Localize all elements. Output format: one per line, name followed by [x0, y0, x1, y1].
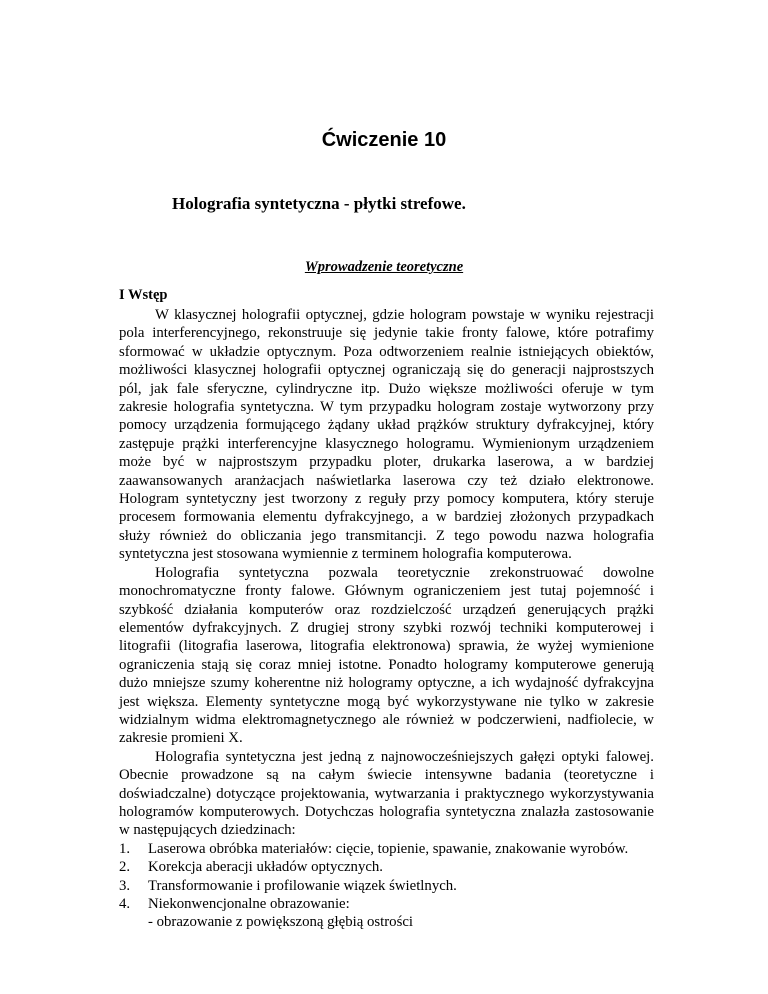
- list-item-text: Laserowa obróbka materiałów: cięcie, topienie, spawanie, znakowanie wyrobów.: [148, 840, 629, 857]
- list-item: [119, 877, 654, 895]
- list-item: [119, 858, 654, 876]
- list-item-number: 2.: [119, 859, 131, 876]
- paragraph: Holografia syntetyczna pozwala teoretycznie zrekonstruować dowolne monochromatyczne fronty falowe. Głównym ograniczeniem jest tutaj pojemność i szybkość działania komputerów oraz rozdzielczość urządzeń generujących prążki elementów dyfrakcyjnych. Z drugiej strony szybki rozwój techniki komputerowej i litografii (litografia laserowa, litografia elektronowa) sprawia, że wyżej wymienione ograniczenia stają się coraz mniej istotne. Ponadto hologramy komputerowe generują dużo mniejsze szumy koherentne niż hologramy optyczne, a ich wydajność dyfrakcyjna jest większa. Elementy syntetyczne mogą być wykorzystywane nie tylko w zakresie widzialnym widma elektromagnetycznego ale również w podczerwieni, nadfiolecie, w zakresie promieni X.: [119, 564, 654, 747]
- list-item-text: Transformowanie i profilowanie wiązek świetlnych.: [148, 877, 457, 894]
- applications-list: [119, 840, 654, 932]
- list-item-text: Niekonwencjonalne obrazowanie:: [148, 896, 350, 912]
- paragraph: Holografia syntetyczna jest jedną z najnowocześniejszych gałęzi optyki falowej. Obecnie prowadzone są na całym świecie intensywne badania (teoretyczne i doświadczalne) dotyczące projektowania, wytwarzania i praktycznego wykorzystywania hologramów komputerowych. Dotychczas holografia syntetyczna znalazła zastosowanie w następujących dziedzinach:: [119, 748, 654, 839]
- list-item-number: 1.: [119, 840, 131, 857]
- intro-heading: Wprowadzenie teoretyczne: [304, 259, 464, 275]
- body-text: [119, 306, 654, 932]
- section-heading: I Wstęp: [119, 287, 168, 303]
- list-item-number: 3.: [119, 877, 131, 894]
- document-subtitle: Holografia syntetyczna - płytki strefowe.: [172, 194, 466, 213]
- list-item-text: Korekcja aberacji układów optycznych.: [148, 859, 384, 876]
- list-subitem: - obrazowanie z powiększoną głębią ostrości: [148, 914, 414, 931]
- page-title: Ćwiczenie 10: [321, 129, 447, 151]
- list-item: [119, 895, 654, 932]
- list-item: [119, 840, 654, 858]
- list-item-number: 4.: [119, 896, 131, 912]
- paragraph: W klasycznej holografii optycznej, gdzie hologram powstaje w wyniku rejestracji pola interferencyjnego, rekonstruuje się jedynie takie fronty falowe, które potrafimy sformować w układzie optycznym. Poza odtworzeniem realnie istniejących obiektów, możliwości klasycznej holografii optycznej ograniczają się do generacji najprostszych pól, jak fale sferyczne, cylindryczne itp. Dużo większe możliwości oferuje w tym zakresie holografia syntetyczna. W tym przypadku hologram zostaje wytworzony przy pomocy urządzenia formującego żądany układ prążków struktury dyfrakcyjnej, który zastępuje prążki interferencyjne klasycznego hologramu. Wymienionym urządzeniem może być w najprostszym przypadku ploter, drukarka laserowa, a w bardziej zaawansowanych aranżacjach naświetlarka laserowa czy też działo elektronowe. Hologram syntetyczny jest tworzony z reguły przy pomocy komputera, który steruje procesem formowania elementu dyfrakcyjnego, a w bardziej złożonych przypadkach służy również do obliczania jego transmitancji. Z tego powodu nazwa holografia syntetyczna jest stosowana wymiennie z terminem holografia komputerowa.: [119, 307, 654, 563]
